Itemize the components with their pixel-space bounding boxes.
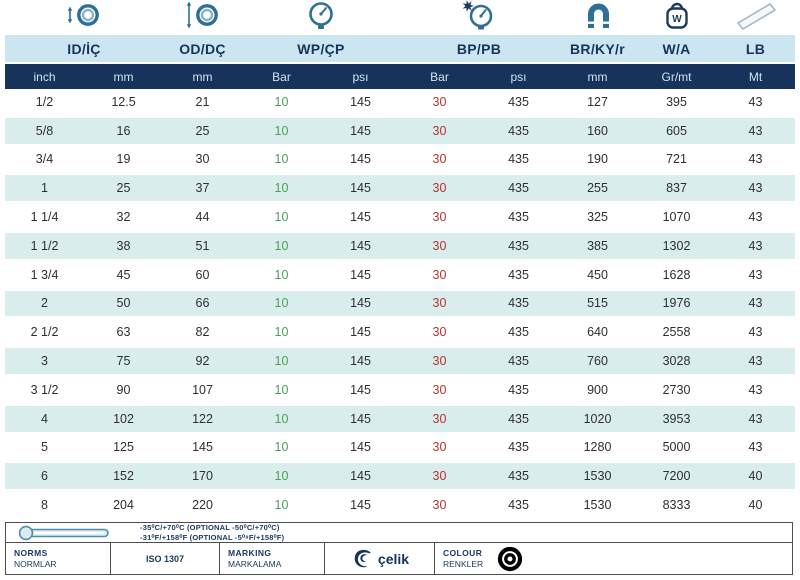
table-cell: 1 3/4 xyxy=(5,262,84,291)
table-cell: 51 xyxy=(163,233,242,262)
table-cell: 1020 xyxy=(558,406,637,435)
table-cell: 32 xyxy=(84,204,163,233)
table-cell: 30 xyxy=(400,492,479,521)
table-cell: 190 xyxy=(558,147,637,176)
table-cell: 43 xyxy=(716,89,795,118)
table-cell: 4 xyxy=(5,406,84,435)
table-cell: 721 xyxy=(637,147,716,176)
table-cell: 30 xyxy=(400,463,479,492)
spec-table-body xyxy=(5,89,795,521)
table-cell: 435 xyxy=(479,348,558,377)
table-cell: 30 xyxy=(400,147,479,176)
table-cell: 145 xyxy=(321,348,400,377)
table-cell: 1530 xyxy=(558,463,637,492)
table-cell: 2 xyxy=(5,291,84,320)
temperature-range-text xyxy=(140,523,284,543)
table-row xyxy=(5,147,795,176)
table-cell: 605 xyxy=(637,118,716,147)
table-cell: 3953 xyxy=(637,406,716,435)
table-cell: 1530 xyxy=(558,492,637,521)
table-cell: 145 xyxy=(321,118,400,147)
table-cell: 145 xyxy=(321,262,400,291)
col-group-wp: WP/ÇP xyxy=(242,35,400,64)
table-cell: 385 xyxy=(558,233,637,262)
table-cell: 43 xyxy=(716,118,795,147)
table-cell: 435 xyxy=(479,291,558,320)
unit-inch: inch xyxy=(5,64,84,89)
table-row xyxy=(5,291,795,320)
table-cell: 837 xyxy=(637,175,716,204)
table-cell: 75 xyxy=(84,348,163,377)
temperature-fahrenheit: -31⁰F/+158⁰F (OPTIONAL -5⁰⁸F/+158⁰F) xyxy=(140,532,285,542)
table-cell: 6 xyxy=(5,463,84,492)
table-cell: 204 xyxy=(84,492,163,521)
table-row xyxy=(5,118,795,147)
brand-name: çelik xyxy=(377,550,410,567)
table-row xyxy=(5,89,795,118)
table-cell: 435 xyxy=(479,89,558,118)
table-cell: 82 xyxy=(163,319,242,348)
table-cell: 1628 xyxy=(637,262,716,291)
table-cell: 145 xyxy=(321,406,400,435)
table-cell: 8333 xyxy=(637,492,716,521)
table-cell: 92 xyxy=(163,348,242,377)
table-cell: 30 xyxy=(400,319,479,348)
table-cell: 435 xyxy=(479,147,558,176)
table-cell: 145 xyxy=(321,204,400,233)
table-cell: 2 1/2 xyxy=(5,319,84,348)
unit-lb-mt: Mt xyxy=(716,64,795,89)
units-header-row xyxy=(5,64,795,89)
table-cell: 1302 xyxy=(637,233,716,262)
table-row xyxy=(5,319,795,348)
table-cell: 10 xyxy=(242,118,321,147)
table-cell: 220 xyxy=(163,492,242,521)
table-cell: 25 xyxy=(84,175,163,204)
table-cell: 3 1/2 xyxy=(5,377,84,406)
table-cell: 16 xyxy=(84,118,163,147)
table-cell: 10 xyxy=(242,233,321,262)
table-cell: 325 xyxy=(558,204,637,233)
col-group-lb: LB xyxy=(716,35,795,64)
table-cell: 1976 xyxy=(637,291,716,320)
marking-sublabel: MARKALAMA xyxy=(228,558,282,569)
table-cell: 760 xyxy=(558,348,637,377)
table-cell: 10 xyxy=(242,377,321,406)
unit-od-mm: mm xyxy=(163,64,242,89)
col-group-od: OD/DÇ xyxy=(163,35,242,64)
table-cell: 145 xyxy=(321,463,400,492)
table-row xyxy=(5,175,795,204)
icons-row xyxy=(5,0,795,35)
table-cell: 44 xyxy=(163,204,242,233)
table-cell: 145 xyxy=(321,319,400,348)
table-cell: 435 xyxy=(479,377,558,406)
table-cell: 170 xyxy=(163,463,242,492)
unit-wp-bar: Bar xyxy=(242,64,321,89)
table-cell: 10 xyxy=(242,204,321,233)
table-cell: 122 xyxy=(163,406,242,435)
table-cell: 145 xyxy=(321,492,400,521)
table-cell: 30 xyxy=(400,262,479,291)
table-cell: 160 xyxy=(558,118,637,147)
col-group-br: BR/KY/r xyxy=(558,35,637,64)
table-cell: 43 xyxy=(716,204,795,233)
table-cell: 1280 xyxy=(558,435,637,464)
table-cell: 25 xyxy=(163,118,242,147)
table-cell: 30 xyxy=(400,348,479,377)
table-cell: 7200 xyxy=(637,463,716,492)
unit-id-mm: mm xyxy=(84,64,163,89)
group-header-row xyxy=(5,35,795,64)
table-cell: 43 xyxy=(716,262,795,291)
table-cell: 50 xyxy=(84,291,163,320)
table-cell: 435 xyxy=(479,319,558,348)
col-group-id: ID/İÇ xyxy=(5,35,163,64)
table-cell: 145 xyxy=(321,377,400,406)
table-cell: 255 xyxy=(558,175,637,204)
table-cell: 10 xyxy=(242,463,321,492)
table-row xyxy=(5,204,795,233)
table-row xyxy=(5,463,795,492)
table-cell: 10 xyxy=(242,175,321,204)
table-cell: 43 xyxy=(716,147,795,176)
table-cell: 43 xyxy=(716,175,795,204)
table-cell: 10 xyxy=(242,492,321,521)
table-cell: 38 xyxy=(84,233,163,262)
table-cell: 1 xyxy=(5,175,84,204)
table-cell: 5/8 xyxy=(5,118,84,147)
table-cell: 60 xyxy=(163,262,242,291)
length-ruler-icon xyxy=(734,0,778,30)
black-colour-ring-icon xyxy=(497,546,523,572)
table-cell: 30 xyxy=(400,291,479,320)
table-cell: 30 xyxy=(163,147,242,176)
temperature-celsius: -35⁰C/+70⁰C (OPTIONAL -50⁰C/+70⁰C) xyxy=(140,522,280,532)
table-cell: 30 xyxy=(400,89,479,118)
table-cell: 127 xyxy=(558,89,637,118)
table-cell: 43 xyxy=(716,377,795,406)
colour-cell xyxy=(435,543,792,574)
table-cell: 30 xyxy=(400,406,479,435)
table-cell: 40 xyxy=(716,463,795,492)
footer-info-row xyxy=(6,543,792,574)
table-cell: 37 xyxy=(163,175,242,204)
table-cell: 43 xyxy=(716,233,795,262)
norms-cell xyxy=(6,543,111,574)
table-row xyxy=(5,233,795,262)
table-cell: 66 xyxy=(163,291,242,320)
colour-label: COLOUR xyxy=(443,547,483,558)
table-cell: 43 xyxy=(716,319,795,348)
table-cell: 10 xyxy=(242,406,321,435)
table-cell: 3 xyxy=(5,348,84,377)
table-cell: 145 xyxy=(321,89,400,118)
weight-icon xyxy=(659,0,695,30)
unit-wa-grmt: Gr/mt xyxy=(637,64,716,89)
table-row xyxy=(5,348,795,377)
table-cell: 145 xyxy=(321,291,400,320)
table-cell: 435 xyxy=(479,175,558,204)
brand-cell xyxy=(325,543,435,574)
table-cell: 30 xyxy=(400,175,479,204)
working-pressure-gauge-icon xyxy=(301,0,341,30)
table-row xyxy=(5,377,795,406)
table-cell: 435 xyxy=(479,118,558,147)
bend-radius-magnet-icon xyxy=(580,0,616,30)
table-cell: 10 xyxy=(242,435,321,464)
table-cell: 45 xyxy=(84,262,163,291)
marking-cell xyxy=(220,543,325,574)
table-cell: 145 xyxy=(163,435,242,464)
table-cell: 30 xyxy=(400,435,479,464)
table-cell: 515 xyxy=(558,291,637,320)
table-cell: 19 xyxy=(84,147,163,176)
table-cell: 145 xyxy=(321,233,400,262)
table-cell: 3/4 xyxy=(5,147,84,176)
table-cell: 5 xyxy=(5,435,84,464)
table-cell: 10 xyxy=(242,348,321,377)
table-cell: 450 xyxy=(558,262,637,291)
table-cell: 30 xyxy=(400,233,479,262)
table-cell: 435 xyxy=(479,406,558,435)
temperature-band xyxy=(6,523,792,543)
table-cell: 10 xyxy=(242,147,321,176)
inner-diameter-icon xyxy=(64,0,104,30)
table-cell: 1 1/4 xyxy=(5,204,84,233)
thermometer-icon xyxy=(18,525,114,541)
table-cell: 3028 xyxy=(637,348,716,377)
table-cell: 145 xyxy=(321,435,400,464)
norms-value: ISO 1307 xyxy=(145,553,185,564)
spec-table xyxy=(5,0,795,521)
unit-br-mm: mm xyxy=(558,64,637,89)
norms-value-cell xyxy=(111,543,220,574)
table-cell: 10 xyxy=(242,291,321,320)
table-cell: 125 xyxy=(84,435,163,464)
table-cell: 152 xyxy=(84,463,163,492)
unit-bp-bar: Bar xyxy=(400,64,479,89)
outer-diameter-icon xyxy=(183,0,223,30)
table-cell: 435 xyxy=(479,233,558,262)
unit-bp-psi: psı xyxy=(479,64,558,89)
marking-label: MARKING xyxy=(228,547,272,558)
table-row xyxy=(5,262,795,291)
colour-sublabel: RENKLER xyxy=(443,558,484,569)
table-cell: 900 xyxy=(558,377,637,406)
table-cell: 2730 xyxy=(637,377,716,406)
svg-text:W: W xyxy=(671,14,682,25)
table-cell: 8 xyxy=(5,492,84,521)
norms-sublabel: NORMLAR xyxy=(14,558,57,569)
table-cell: 43 xyxy=(716,406,795,435)
table-cell: 90 xyxy=(84,377,163,406)
col-group-wa: W/A xyxy=(637,35,716,64)
table-cell: 30 xyxy=(400,377,479,406)
table-cell: 145 xyxy=(321,175,400,204)
table-cell: 435 xyxy=(479,435,558,464)
table-cell: 435 xyxy=(479,262,558,291)
table-cell: 395 xyxy=(637,89,716,118)
footer-box xyxy=(5,522,793,575)
table-cell: 12.5 xyxy=(84,89,163,118)
table-cell: 1 1/2 xyxy=(5,233,84,262)
table-cell: 640 xyxy=(558,319,637,348)
table-cell: 30 xyxy=(400,204,479,233)
table-cell: 145 xyxy=(321,147,400,176)
table-cell: 435 xyxy=(479,204,558,233)
table-cell: 43 xyxy=(716,291,795,320)
table-row xyxy=(5,435,795,464)
table-cell: 102 xyxy=(84,406,163,435)
table-cell: 63 xyxy=(84,319,163,348)
table-cell: 5000 xyxy=(637,435,716,464)
table-row xyxy=(5,492,795,521)
table-cell: 1/2 xyxy=(5,89,84,118)
table-row xyxy=(5,406,795,435)
table-cell: 10 xyxy=(242,319,321,348)
table-cell: 43 xyxy=(716,435,795,464)
table-cell: 43 xyxy=(716,348,795,377)
unit-wp-psi: psı xyxy=(321,64,400,89)
table-cell: 435 xyxy=(479,463,558,492)
celik-logo xyxy=(350,547,374,571)
table-cell: 40 xyxy=(716,492,795,521)
norms-label: NORMS xyxy=(14,547,48,558)
table-cell: 1070 xyxy=(637,204,716,233)
table-cell: 21 xyxy=(163,89,242,118)
col-group-bp: BP/PB xyxy=(400,35,558,64)
table-cell: 30 xyxy=(400,118,479,147)
table-cell: 10 xyxy=(242,89,321,118)
table-cell: 107 xyxy=(163,377,242,406)
table-cell: 2558 xyxy=(637,319,716,348)
burst-pressure-gauge-icon xyxy=(459,0,499,30)
table-cell: 10 xyxy=(242,262,321,291)
table-cell: 435 xyxy=(479,492,558,521)
